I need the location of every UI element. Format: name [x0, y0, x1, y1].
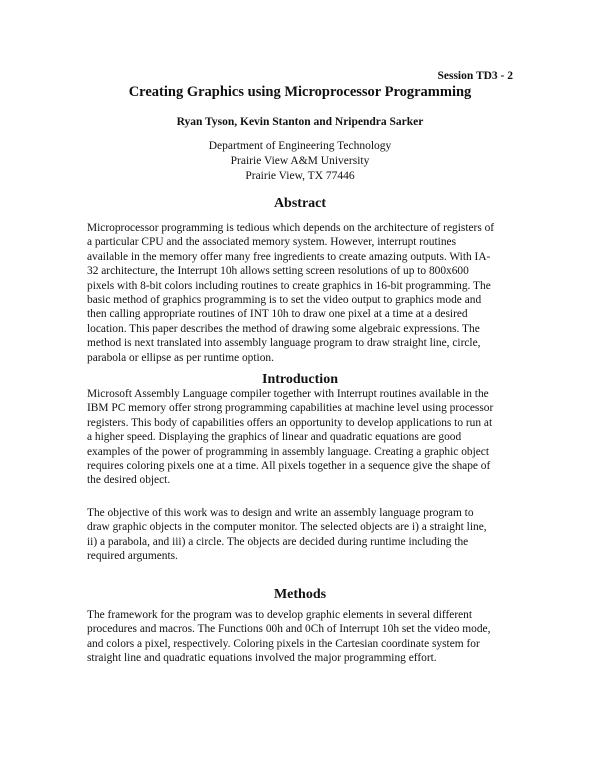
abstract-heading: Abstract [273, 196, 327, 211]
text-line: the desired object. [87, 474, 171, 487]
text-line: Microsoft Assembly Language compiler together with Interrupt routines available in the [87, 388, 489, 400]
affiliation-department: Department of Engineering Technology [208, 140, 392, 152]
introduction-heading: Introduction [262, 372, 338, 387]
text-line: required arguments. [87, 550, 178, 563]
text-line: then calling appropriate routines of INT 10h to draw one pixel at a time at a desired [87, 308, 468, 321]
text-line: 32 architecture, the Interrupt 10h allows setting screen resolutions of up to 800x600 [87, 265, 469, 278]
text-line: Microprocessor programming is tedious which depends on the architecture of registers of [87, 222, 495, 234]
text-line: available in the memory offer many free ingredients to create amazing outputs. With IA- [87, 250, 491, 263]
text-line: method is next translated into assembly language program to draw straight line, circle, [87, 337, 481, 350]
text-line: requires coloring pixels one at a time. All pixels together in a sequence give the shape of [87, 460, 491, 473]
affiliation-location: Prairie View, TX 77446 [245, 170, 355, 182]
text-line: draw graphic objects in the computer monitor. The selected objects are i) a straight line, [87, 521, 487, 534]
text-line: pixels with 8-bit colors including routines to create graphics in 16-bit programming. The [87, 279, 491, 292]
text-line: IBM PC memory offer strong programming capabilities at machine level using processor [87, 402, 494, 415]
text-line: a particular CPU and the associated memory system. However, interrupt routines [87, 236, 457, 249]
paper-title: Creating Graphics using Microprocessor Programming [128, 84, 472, 100]
text-line: basic method of graphics programming is to set the video output to graphics mode and [87, 294, 482, 307]
text-line: a higher speed. Displaying the graphics of linear and quadratic equations are good [87, 431, 462, 444]
methods-paragraph [87, 608, 517, 666]
affiliation-block [0, 139, 600, 184]
abstract-paragraph [87, 221, 517, 365]
text-line: The objective of this work was to design and write an assembly language program to [87, 507, 474, 519]
methods-heading: Methods [273, 587, 327, 602]
text-line: procedures and macros. The Functions 00h and 0Ch of Interrupt 10h set the video mode, [87, 623, 491, 636]
affiliation-university: Prairie View A&M University [230, 155, 370, 167]
introduction-paragraph-2 [87, 506, 517, 564]
text-line: location. This paper describes the method of drawing some algebraic expressions. The [87, 322, 480, 335]
introduction-paragraph-1 [87, 387, 517, 488]
text-line: ii) a parabola, and iii) a circle. The objects are decided during runtime including the [87, 535, 469, 548]
paper-authors: Ryan Tyson, Kevin Stanton and Nripendra Sarker [176, 116, 424, 128]
session-label: Session TD3 - 2 [437, 70, 513, 82]
text-line: examples of the power of programming in assembly language. Creating a graphic object [87, 445, 490, 458]
text-line: registers. This body of capabilities offers an opportunity to develop applications to run at [87, 416, 493, 429]
text-line: The framework for the program was to develop graphic elements in several different [87, 609, 473, 621]
text-line: and colors a pixel, respectively. Coloring pixels in the Cartesian coordinate system for [87, 637, 480, 650]
text-line: parabola or ellipse as per runtime option. [87, 351, 274, 364]
text-line: straight line and quadratic equations involved the major programming effort. [87, 652, 437, 665]
